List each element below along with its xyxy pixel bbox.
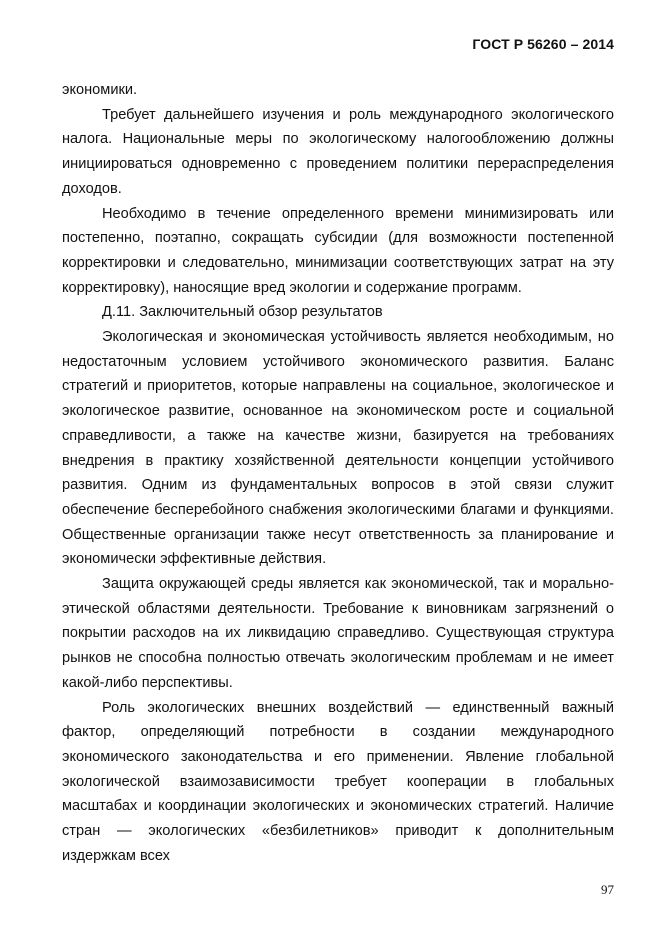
paragraph-continuation: экономики.: [62, 82, 138, 98]
paragraph-external-effects: Роль экологических внешних воздействий — единственный важный фактор, определяющий потребности в создании международного экономического законодательства и его применении. Явление глобальной экологической взаимозависимости требует кооперации в глобальных масштабах и координации экологических и экономических стратегий. Наличие стран — экологических «безбилетников» приводит к дополнительным издержкам всех: [62, 699, 614, 864]
section-heading-d11: Д.11. Заключительный обзор результатов: [102, 304, 383, 321]
document-header-standard: ГОСТ Р 56260 – 2014: [472, 36, 614, 52]
page-number: 97: [601, 882, 614, 897]
paragraph-environmental-tax: Требует дальнейшего изучения и роль международного экологического налога. Национальные меры по экологическому налогообложению должны инициироваться одновременно с проведением политики перераспределения доходов.: [62, 106, 614, 197]
paragraph-subsidies: Необходимо в течение определенного времени минимизировать или постепенно, поэтапно, сокращать субсидии (для возможности постепенной корректировки и следовательно, минимизации соответствующих затрат на эту корректировку), наносящие вред экологии и содержание программ.: [62, 205, 614, 296]
paragraph-environment-protection: Защита окружающей среды является как экономической, так и морально-этической областями деятельности. Требование к виновникам загрязнений о покрытии расходов на их ликвидацию справедливо. Существующая структура рынков не способна полностью отвечать экологическим проблемам и не имеет какой-либо перспективы.: [62, 576, 614, 691]
document-body: [62, 78, 614, 869]
paragraph-sustainability: Экологическая и экономическая устойчивость является необходимым, но недостаточным условием устойчивого экономического развития. Баланс стратегий и приоритетов, которые направлены на социальное, экологическое и экологическое развитие, основанное на экономическом росте и социальной справедливости, а также на качестве жизни, базируется на требованиях внедрения в практику хозяйственной деятельности концепции устойчивого развития. Одним из фундаментальных вопросов в этой связи служит обеспечение бесперебойного снабжения экологическими благами и функциями. Общественные организации также несут ответственность за планирование и экономически эффективные действия.: [62, 329, 614, 568]
